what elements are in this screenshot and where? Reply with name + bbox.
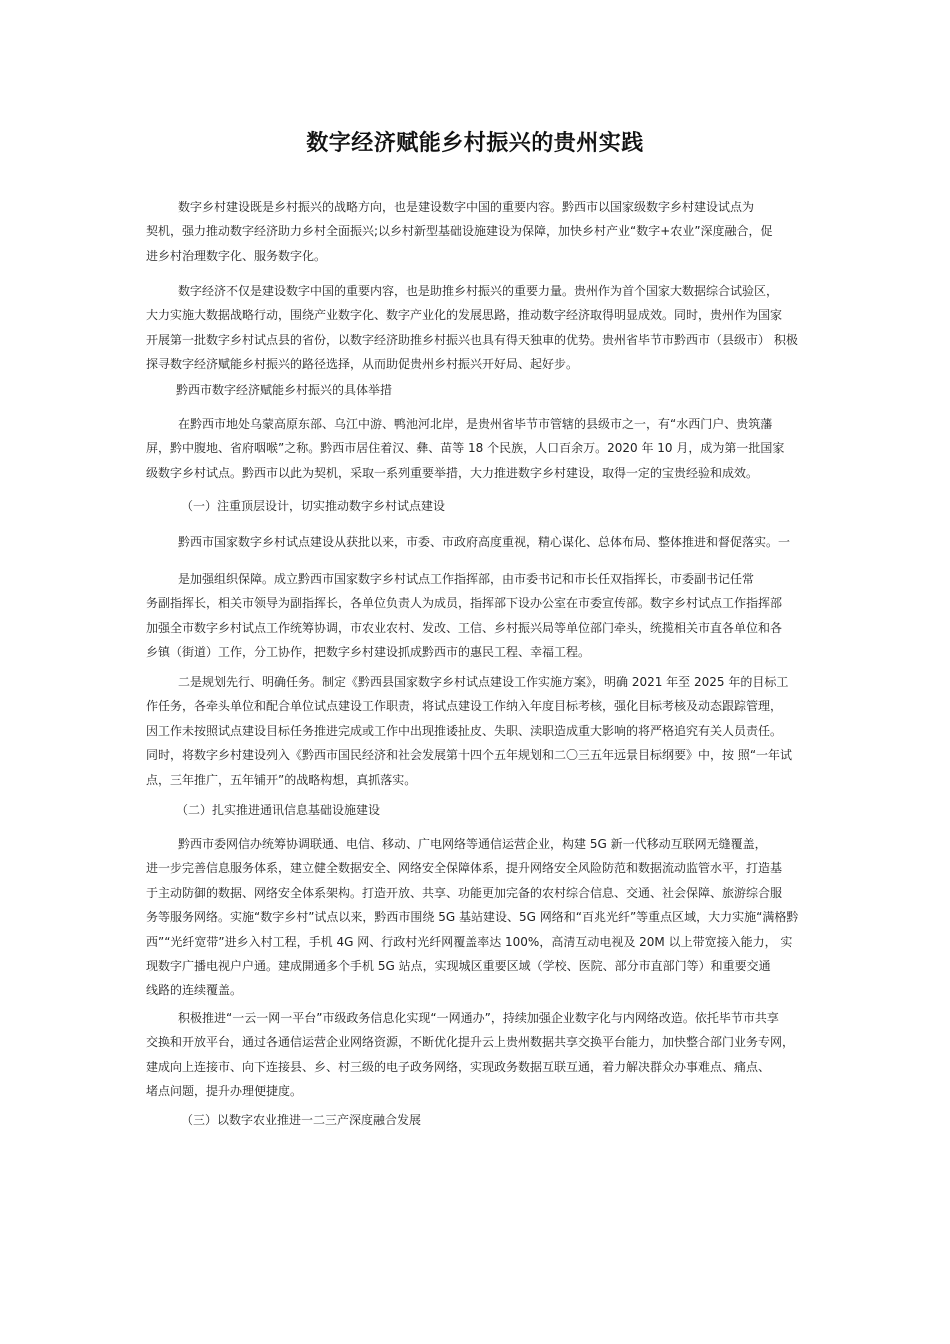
section-heading: （三）以数字农业推进一二三产深度融合发展 [181, 1113, 422, 1127]
text-line: 数字经济不仅是建设数字中国的重要内容，也是助推乡村振兴的重要力量。贵州作为首个国家大数据综合试验区， [178, 284, 779, 298]
paragraph-pilot-construction [146, 530, 808, 554]
paragraph-organization [146, 567, 808, 665]
paragraph-qianxi-overview [146, 412, 808, 485]
text-line: 乡镇（街道）工作，分工协作，把数字乡村建设抓成黔西市的惠民工程、幸福工程。 [146, 645, 591, 660]
text-line: 进一步完善信息服务体系，建立健全数据安全、网络安全保障体系，提升网络安全风险防范和数据流动监管水平，打造基 [146, 861, 783, 876]
text-line: 西”“光纤宽带”进乡入村工程，手机 4G 网、行政村光纤网覆盖率达 100%，高清互动电视及 20M 以上带宽接入能力， 实 [146, 934, 793, 949]
text-line: 因工作未按照试点建设目标任务推进完成或工作中出现推诿扯皮、失职、渎职造成重大影响的将严格追究有关人员责任。 [146, 723, 783, 738]
text-line: 现数字广播电视户户通。建成開通多个手机 5G 站点，实现城区重要区域（学校、医院、部分市直部门等）和重要交通 [146, 958, 771, 973]
section-heading: （二）扎实推进通讯信息基础设施建设 [176, 803, 381, 817]
text-line: 交换和开放平台，通过各通信运营企业网络资源，不断优化提升云上贵州数据共享交换平台能力，加快整合部门业务专网， [146, 1035, 795, 1050]
paragraph-egovernment [146, 1006, 808, 1104]
text-line: 作任务，各牵头单位和配合单位试点建设工作职责，将试点建设工作纳入年度目标考核，强化目标考核及动态跟踪管理， [146, 699, 783, 714]
section-heading: 黔西市数字经济赋能乡村振兴的具体举措 [176, 383, 393, 397]
text-line: 于主动防御的数据、网络安全体系架构。打造开放、共享、功能更加完备的农村综合信息、交通、社会保障、旅游综合服 [146, 885, 783, 900]
text-line: 线路的连续覆盖。 [146, 983, 243, 998]
text-line: 在黔西市地处乌蒙高原东部、乌江中游、鸭池河北岸，是贵州省毕节市管辖的县级市之一，有“水西门户、贵筑藩 [178, 417, 773, 431]
text-line: 建成向上连接市、向下连接县、乡、村三级的电子政务网络，实现政务数据互联互通，着力解决群众办事难点、痛点、 [146, 1059, 771, 1074]
text-line: 屏，黔中腹地、省府咽喉”之称。黔西市居住着汉、彝、苗等 18 个民族，人口百余万。2020 年 10 月，成为第一批国家 [146, 441, 785, 456]
text-line: 契机，强力推动数字经济助力乡村全面振兴;以乡村新型基础设施建设为保障，加快乡村产业“数字+农业”深度融合，促 [146, 224, 773, 239]
paragraph-intro [146, 195, 808, 268]
paragraph-communications [146, 832, 808, 1003]
text-line: 积极推进“一云一网一平台”市级政务信息化实现“一网通办”，持续加强企业数字化与内网络改造。依托毕节市共享 [178, 1011, 779, 1025]
text-line: 级数字乡村试点。黔西市以此为契机，采取一系列重要举措，大力推进数字乡村建设，取得一定的宝贵经验和成效。 [146, 465, 759, 480]
section-heading: （一）注重顶层设计，切实推动数字乡村试点建设 [181, 499, 446, 513]
text-line: 开展第一批数字乡村试点县的省份，以数字经济助推乡村振兴也具有得天独⾞的优势。贵州省毕节市黔西市（县级市） 积极 [146, 332, 798, 347]
text-line: 大力实施大数据战略行动，围绕产业数字化、数字产业化的发展思路，推动数字经济取得明显成效。同时，贵州作为国家 [146, 308, 783, 323]
text-line: 务副指挥长，相关市领导为副指挥长，各单位负责人为成员，指挥部下设办公室在市委宣传部。数字乡村试点工作指挥部 [146, 596, 783, 611]
text-line: 加强全市数字乡村试点工作统筹协调，市农业农村、发改、工信、乡村振兴局等单位部门牵头，统揽相关市直各单位和各 [146, 620, 783, 635]
text-line: 同时，将数字乡村建设列入《黔西市国民经济和社会发展第十四个五年规划和二〇三五年远景目标纲要》中，按 照“一年试 [146, 748, 793, 763]
text-line: 务等服务网络。实施“数字乡村”试点以来，黔西市围绕 5G 基站建设、5G 网络和“百兆光纤”等重点区域，大力实施“满格黔 [146, 910, 799, 925]
paragraph-planning [146, 670, 808, 792]
paragraph-digital-economy [146, 279, 808, 377]
text-line: 探寻数字经济赋能乡村振兴的路径选择，从而助促贵州乡村振兴开好局、起好步。 [146, 357, 579, 372]
text-line: 黔西市委网信办统筹协调联通、电信、移动、广电网络等通信运营企业，构建 5G 新一代移动互联网无缝覆盖， [178, 837, 767, 851]
text-line: 是加强组织保障。成立黔西市国家数字乡村试点工作指挥部，由市委书记和市长任双指挥长，市委副书记任常 [178, 572, 755, 586]
text-line: 点，三年推广，五年铺开”的战略构想，真抓落实。 [146, 772, 417, 787]
text-line: 数字乡村建设既是乡村振兴的战略方向，也是建设数字中国的重要内容。黔西市以国家级数字乡村建设试点为 [178, 200, 755, 214]
text-line: 二是规划先行、明确任务。制定《黔西县国家数字乡村试点建设工作实施方案》，明确 2021 年至 2025 年的目标工 [178, 675, 789, 689]
text-line: 黔西市国家数字乡村试点建设从获批以来，市委、市政府高度重视，精心谋化、总体布局、整体推进和督促落实。一 [178, 535, 791, 549]
document-title: 数字经济赋能乡村振兴的贵州实践 [306, 131, 644, 156]
text-line: 进乡村治理数字化、服务数字化。 [146, 248, 327, 263]
text-line: 堵点问题，提升办理便捷度。 [146, 1084, 303, 1099]
